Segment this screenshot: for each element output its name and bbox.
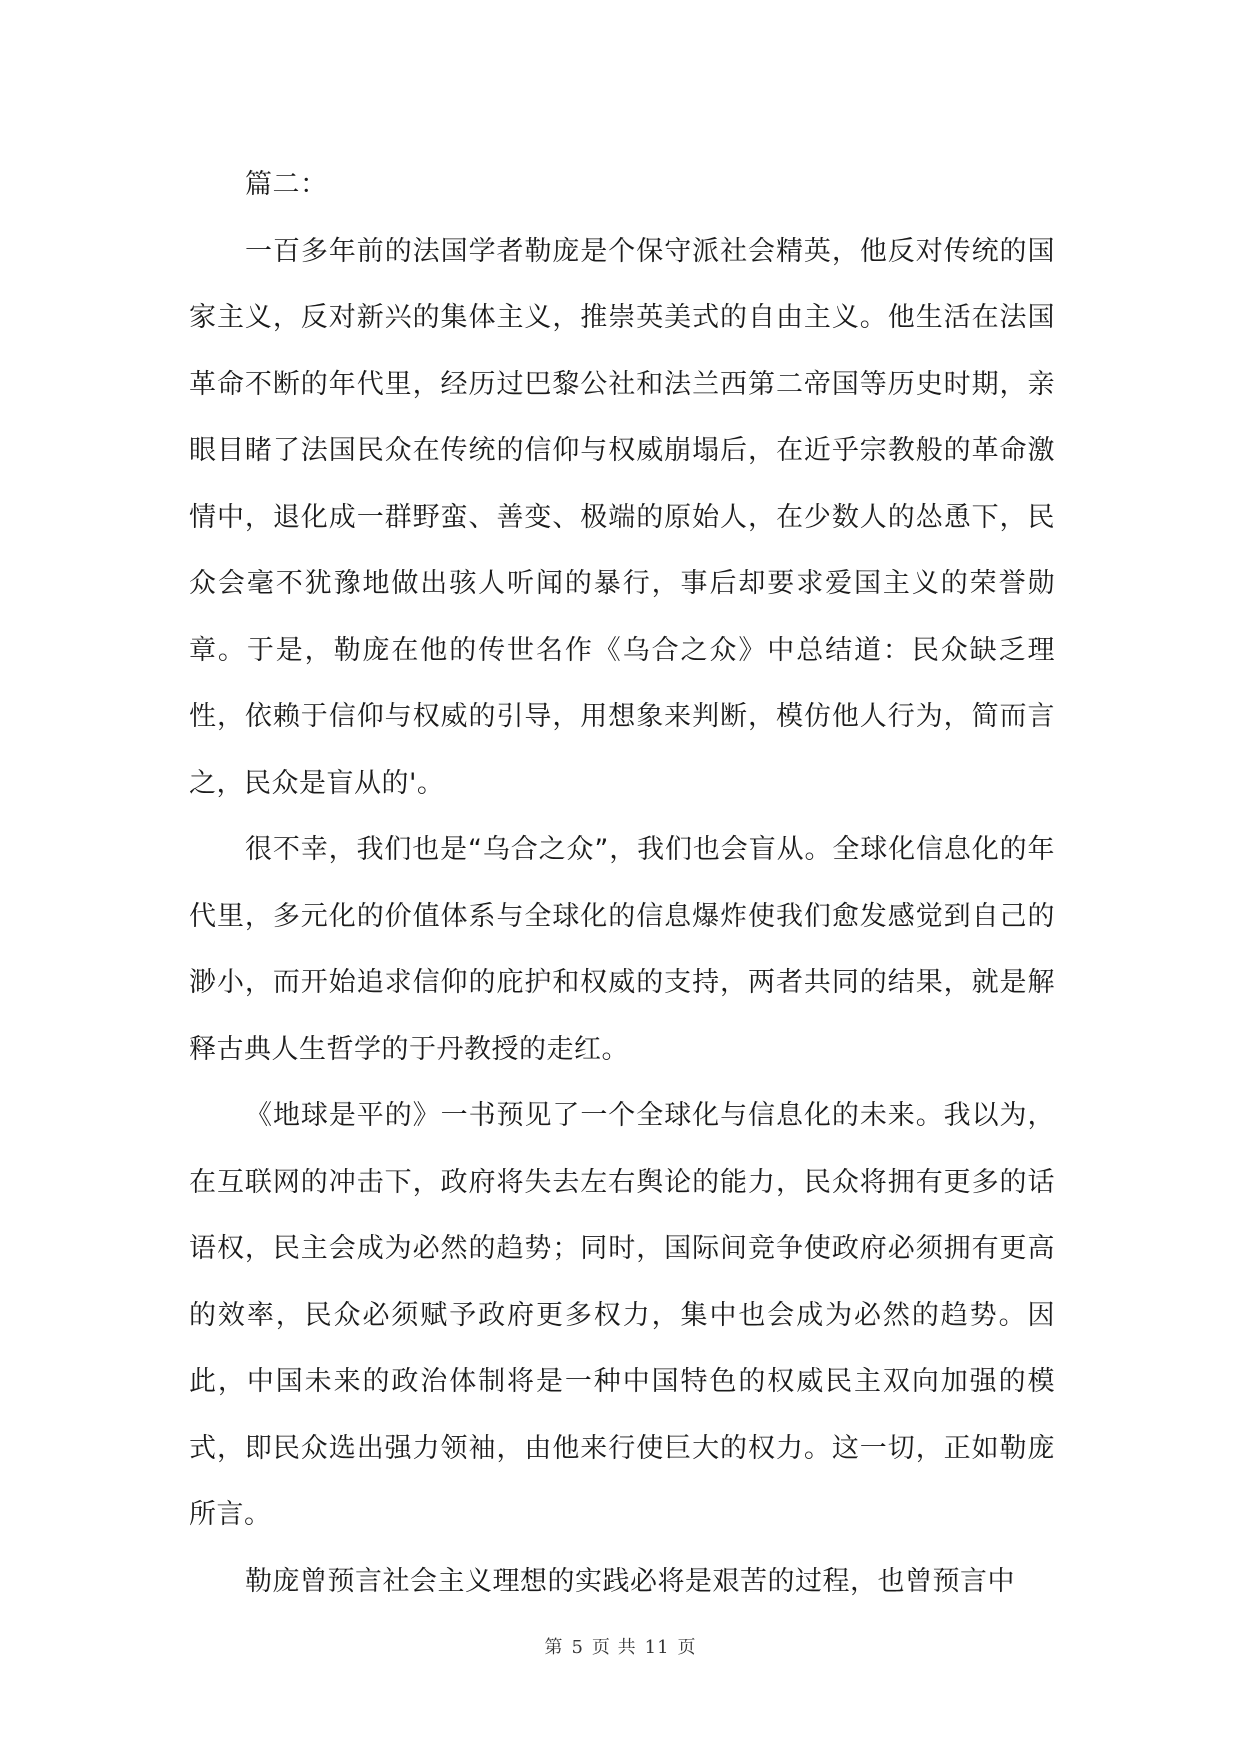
paragraph-3: 《地球是平的》一书预见了一个全球化与信息化的未来。我以为，在互联网的冲击下，政府将失去左右舆论的能力，民众将拥有更多的话语权，民主会成为必然的趋势；同时，国际间竞争使政府必须拥有更高的效率，民众必须赋予政府更多权力，集中也会成为必然的趋势。因此，中国未来的政治体制将是一种中国特色的权威民主双向加强的模式，即民众选出强力领袖，由他来行使巨大的权力。这一切，正如勒庞所言。	[189, 1100, 1055, 1530]
footer-middle: 页 共	[591, 1637, 637, 1658]
document-body	[189, 152, 1055, 1615]
paragraph-2: 很不幸，我们也是“乌合之众”，我们也会盲从。全球化信息化的年代里，多元化的价值体系与全球化的信息爆炸使我们愈发感觉到自己的渺小，而开始追求信仰的庇护和权威的支持，两者共同的结果，就是解释古典人生哲学的于丹教授的走红。	[189, 834, 1055, 1065]
footer-prefix: 第	[544, 1637, 564, 1658]
page-footer	[0, 1633, 1241, 1659]
paragraph-4: 勒庞曾预言社会主义理想的实践必将是艰苦的过程，也曾预言中	[245, 1565, 1015, 1597]
footer-suffix: 页	[677, 1637, 697, 1658]
paragraph-1: 一百多年前的法国学者勒庞是个保守派社会精英，他反对传统的国家主义，反对新兴的集体主义，推崇英美式的自由主义。他生活在法国革命不断的年代里，经历过巴黎公社和法兰西第二帝国等历史时期，亲眼目睹了法国民众在传统的信仰与权威崩塌后，在近乎宗教般的革命激情中，退化成一群野蛮、善变、极端的原始人，在少数人的怂恿下，民众会毫不犹豫地做出骇人听闻的暴行，事后却要求爱国主义的荣誉勋章。于是，勒庞在他的传世名作《乌合之众》中总结道：民众缺乏理性，依赖于信仰与权威的引导，用想象来判断，模仿他人行为，简而言之，民众是盲从的'。	[189, 235, 1055, 799]
section-heading: 篇二：	[245, 169, 328, 200]
footer-total-pages: 11	[644, 1637, 670, 1658]
footer-current-page: 5	[571, 1637, 584, 1658]
